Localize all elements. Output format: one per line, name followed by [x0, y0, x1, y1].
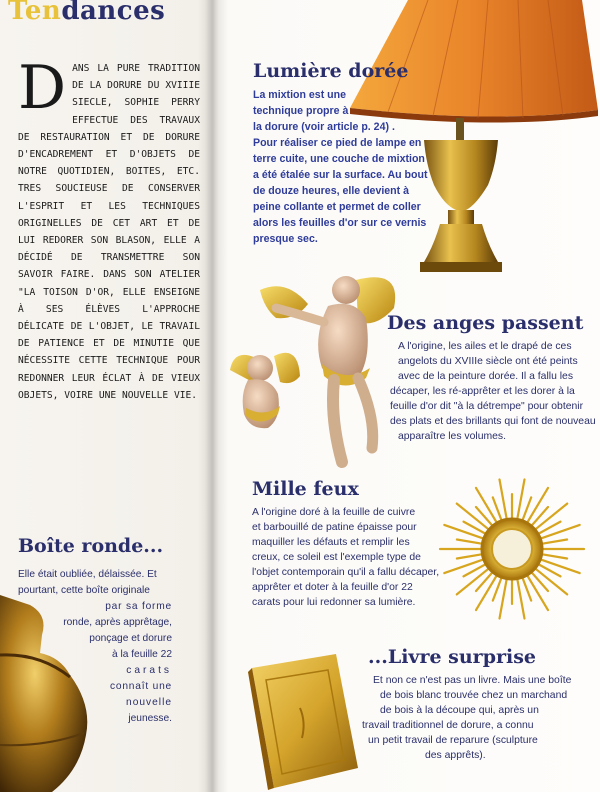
livre-line-6: des apprêts). — [425, 750, 486, 761]
sun-ray — [500, 480, 507, 520]
livre-line-1: Et non ce n'est pas un livre. Mais une boîte — [373, 675, 572, 686]
lumiere-line-3: a été étalée sur la surface. Au bout — [253, 169, 428, 181]
lumiere-line-6: alors les feuilles d'or sur ce vernis — [253, 217, 427, 229]
boite-line-4: ronde, après apprêtage, — [63, 617, 172, 628]
sun-ray — [457, 540, 483, 544]
anges-line-1: A l'origine, les ailes et le drapé de ces — [398, 341, 572, 352]
sun-ray — [500, 579, 507, 619]
lumiere-title: Lumière dorée — [253, 60, 409, 82]
boite-ronde-title: Boîte ronde... — [18, 535, 164, 557]
boite-line-10: jeunesse. — [128, 713, 172, 724]
boite-line-5: ponçage et dorure — [89, 633, 172, 644]
sun-ray — [540, 559, 580, 573]
angels-illustration — [226, 268, 402, 480]
anges-line-4: décaper, les ré-apprêter et les dorer à la — [390, 386, 575, 397]
round-box-illustration — [0, 595, 92, 792]
boite-line-7: carats — [126, 665, 172, 676]
livre-line-2: de bois blanc trouvée chez un marchand — [380, 690, 568, 701]
lumiere-intro-line-2: technique propre à — [253, 105, 349, 117]
lumiere-line-2: terre cuite, une couche de mixtion — [253, 153, 425, 165]
lumiere-line-5: peine collante et permet de coller — [253, 201, 421, 213]
mille-line-2: et barbouillé de patine épaisse pour — [252, 522, 417, 533]
intro-paragraph — [18, 53, 200, 404]
golden-book-illustration — [248, 650, 360, 792]
boite-line-3: par sa forme — [105, 601, 172, 612]
sun-ray — [542, 540, 568, 544]
anges-line-2: angelots du XVIIIe siècle ont été peints — [398, 356, 578, 367]
sun-ray — [540, 525, 580, 539]
sun-ray — [517, 480, 524, 520]
drop-cap: D — [18, 53, 67, 123]
boite-line-1: Elle était oubliée, délaissée. Et — [18, 569, 157, 580]
lumiere-line-1: Pour réaliser ce pied de lampe en — [253, 137, 422, 149]
page-spine — [205, 0, 219, 792]
lumiere-line-7: presque sec. — [253, 233, 318, 245]
lumiere-line-4: de douze heures, elle devient à — [253, 185, 410, 197]
livre-title: ...Livre surprise — [368, 646, 536, 668]
sun-ray — [444, 559, 484, 573]
sun-ray — [457, 554, 483, 558]
sun-ray — [517, 579, 524, 619]
anges-title: Des anges passent — [387, 312, 584, 334]
section-title-rest: dances — [61, 0, 166, 26]
mille-feux-title: Mille feux — [252, 478, 359, 500]
mille-line-6: apprêter et doter à la feuille d'or 22 — [252, 582, 413, 593]
section-title-accent: Ten — [8, 0, 62, 26]
livre-line-3: de bois à la découpe qui, après un — [380, 705, 539, 716]
mille-line-5: l'objet contemporain qu'il a fallu décaper, — [252, 567, 440, 578]
anges-line-6: des plats et des brillants qui font de nouveau — [390, 416, 596, 427]
anges-line-7: apparaître les volumes. — [398, 431, 507, 442]
sun-mirror-illustration — [436, 474, 588, 624]
boite-line-9: nouvelle — [126, 697, 172, 708]
mille-line-4: creux, ce soleil est l'exemple type de — [252, 552, 421, 563]
anges-line-3: avec de la peinture dorée. Il a fallu les — [398, 371, 574, 382]
livre-line-4: travail traditionnel de dorure, a connu — [362, 720, 534, 731]
mille-line-3: maquiller les défauts et remplir les — [252, 537, 410, 548]
livre-line-5: un petit travail de reparure (sculpture — [368, 735, 538, 746]
boite-line-6: à la feuille 22 — [111, 649, 172, 660]
sun-ray — [542, 554, 568, 558]
boite-line-8: connaît une — [109, 681, 172, 692]
lumiere-intro-line-3: la dorure (voir article p. 24) . — [253, 121, 395, 133]
intro-text: ANS LA PURE TRADITION DE LA DORURE DU XVIIIE SIECLE, SOPHIE PERRY EFFECTUE DES TRAVAUX DE RESTAURATION ET DE DORURE D'ENCADREMENT ET D'OBJETS DE NOTRE QUOTIDIEN, BOITES, ETC. TRES SOUCIEUSE DE CONSERVER L'ESPRIT ET LES TECHNIQUES ORIGINELLES DE CET ART ET DE LUI REDORER SON BLASON, ELLE A DÉCIDÉ DE TRANSMETTRE SON SAVOIR FAIRE. DANS SON ATELIER "LA TOISON D'OR, ELLE ENSEIGNE À SES ÉLÈVES L'APPROCHE DÉLICATE DE L'OBJET, LE TRAVAIL DE PATIENCE ET DE MINUTIE QUE NÉCESSITE CETTE TECHNIQUE POUR REDONNER LEUR ÉCLAT À DE VIEUX OBJETS, VOIRE UNE NOUVELLE VIE. — [18, 63, 200, 401]
anges-line-5: feuille d'or dit "à la détrempe" pour obtenir — [390, 401, 584, 412]
mille-line-1: A l'origine doré à la feuille de cuivre — [252, 507, 416, 518]
sun-ray — [444, 525, 484, 539]
mille-line-7: carats pour lui redonner sa lumière. — [252, 597, 416, 608]
lumiere-intro-line-1: La mixtion est une — [253, 89, 347, 101]
boite-line-2: pourtant, cette boîte originale — [18, 585, 150, 596]
section-title — [8, 0, 165, 26]
